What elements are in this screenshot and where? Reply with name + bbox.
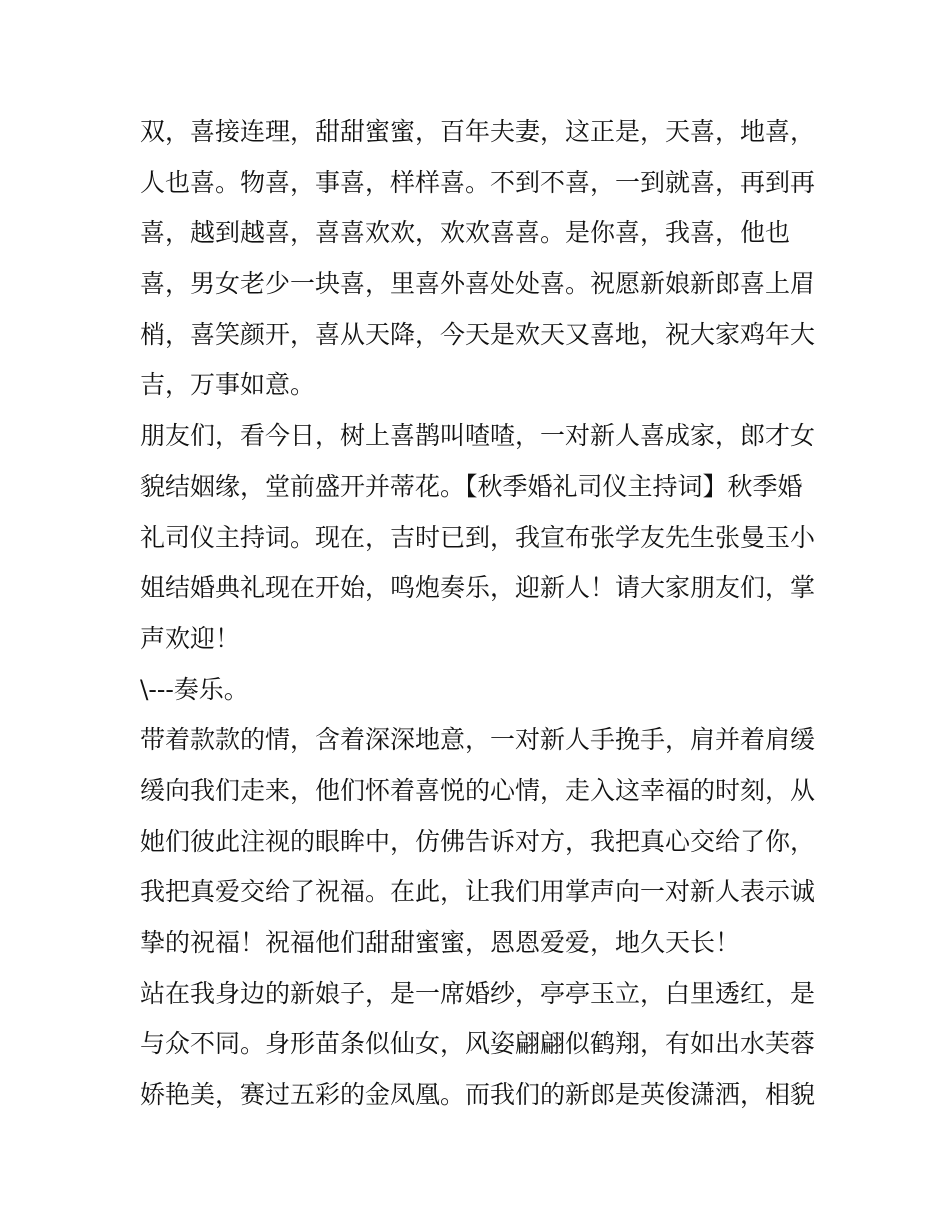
text-line: 与众不同。身形苗条似仙女，风姿翩翩似鹤翔，有如出水芙蓉 xyxy=(140,1029,816,1059)
text-line: 她们彼此注视的眼眸中，仿佛告诉对方，我把真心交给了你， xyxy=(140,826,816,856)
text-line: 娇艳美，赛过五彩的金凤凰。而我们的新郎是英俊潇洒，相貌 xyxy=(140,1080,816,1110)
text-line: 梢，喜笑颜开，喜从天降，今天是欢天又喜地，祝大家鸡年大 xyxy=(140,319,816,349)
text-line: 双，喜接连理，甜甜蜜蜜，百年夫妻，这正是，天喜，地喜， xyxy=(140,117,816,146)
text-line: 姐结婚典礼现在开始，鸣炮奏乐，迎新人！请大家朋友们，掌 xyxy=(140,573,816,603)
text-line: 貌结姻缘，堂前盛开并蒂花。【秋季婚礼司仪主持词】秋季婚 xyxy=(140,471,803,501)
text-line: 喜，越到越喜，喜喜欢欢，欢欢喜喜。是你喜，我喜，他也 xyxy=(140,218,791,248)
text-line: 站在我身边的新娘子，是一席婚纱，亭亭玉立，白里透红，是 xyxy=(140,978,816,1008)
text-line: 带着款款的情，含着深深地意，一对新人手挽手，肩并着肩缓 xyxy=(140,725,816,755)
text-line: 朋友们，看今日，树上喜鹊叫喳喳，一对新人喜成家，郎才女 xyxy=(140,421,816,451)
text-line: 礼司仪主持词。现在，吉时已到，我宣布张学友先生张曼玉小 xyxy=(140,522,816,552)
text-line: 声欢迎！ xyxy=(140,623,241,653)
text-line: \---奏乐。 xyxy=(140,674,249,704)
text-line: 我把真爱交给了祝福。在此，让我们用掌声向一对新人表示诚 xyxy=(140,877,816,907)
document-body xyxy=(140,107,820,1121)
text-line: 吉，万事如意。 xyxy=(140,370,316,400)
text-line: 挚的祝福！祝福他们甜甜蜜蜜，恩恩爱爱，地久天长！ xyxy=(140,928,741,957)
text-line: 喜，男女老少一块喜，里喜外喜处处喜。祝愿新娘新郎喜上眉 xyxy=(140,269,816,299)
text-line: 缓向我们走来，他们怀着喜悦的心情，走入这幸福的时刻，从 xyxy=(140,775,816,805)
text-line: 人也喜。物喜，事喜，样样喜。不到不喜，一到就喜，再到再 xyxy=(140,167,816,197)
